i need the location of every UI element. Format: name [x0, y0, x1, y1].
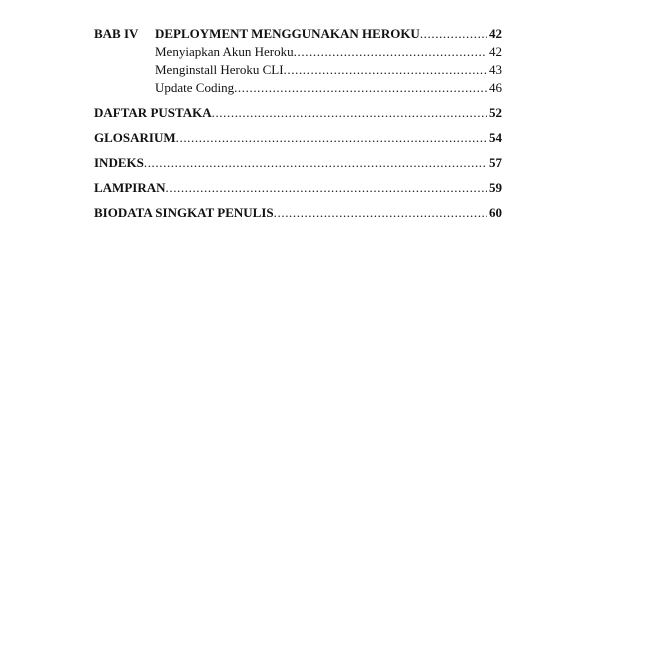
section-page-number: 42: [489, 44, 502, 59]
dot-leader: [144, 154, 487, 172]
entry-page-number: 59: [489, 180, 502, 195]
section-title: Update Coding: [155, 80, 235, 95]
chapter-title: DEPLOYMENT MENGGUNAKAN HEROKU: [155, 26, 420, 41]
toc-section-row: [94, 79, 502, 97]
dot-leader: [212, 104, 487, 122]
dot-leader: [284, 61, 487, 79]
section-title: Menginstall Heroku CLI: [155, 62, 284, 77]
entry-title: INDEKS: [94, 155, 144, 170]
section-page-number: 46: [489, 80, 502, 95]
entry-title: LAMPIRAN: [94, 180, 166, 195]
entry-page-number: 54: [489, 130, 502, 145]
toc-section-row: [94, 61, 502, 79]
dot-leader: [294, 43, 487, 61]
chapter-page-number: 42: [489, 26, 502, 41]
dot-leader: [274, 204, 487, 222]
toc-section-row: [94, 43, 502, 61]
toc-chapter-row: [94, 25, 502, 43]
dot-leader: [166, 179, 488, 197]
dot-leader: [176, 129, 487, 147]
entry-title: GLOSARIUM: [94, 130, 176, 145]
entry-title: BIODATA SINGKAT PENULIS: [94, 205, 274, 220]
entry-title: DAFTAR PUSTAKA: [94, 105, 212, 120]
entry-page-number: 60: [489, 205, 502, 220]
entry-page-number: 57: [489, 155, 502, 170]
toc-entry-row: [94, 204, 502, 222]
toc-entry-row: [94, 179, 502, 197]
toc-entry-row: [94, 129, 502, 147]
dot-leader: [234, 79, 487, 97]
table-of-contents: [94, 25, 502, 222]
section-page-number: 43: [489, 62, 502, 77]
toc-entry-row: [94, 154, 502, 172]
dot-leader: [420, 25, 487, 43]
entry-page-number: 52: [489, 105, 502, 120]
chapter-number: BAB IV: [94, 26, 139, 41]
toc-entry-row: [94, 104, 502, 122]
section-title: Menyiapkan Akun Heroku: [155, 44, 294, 59]
